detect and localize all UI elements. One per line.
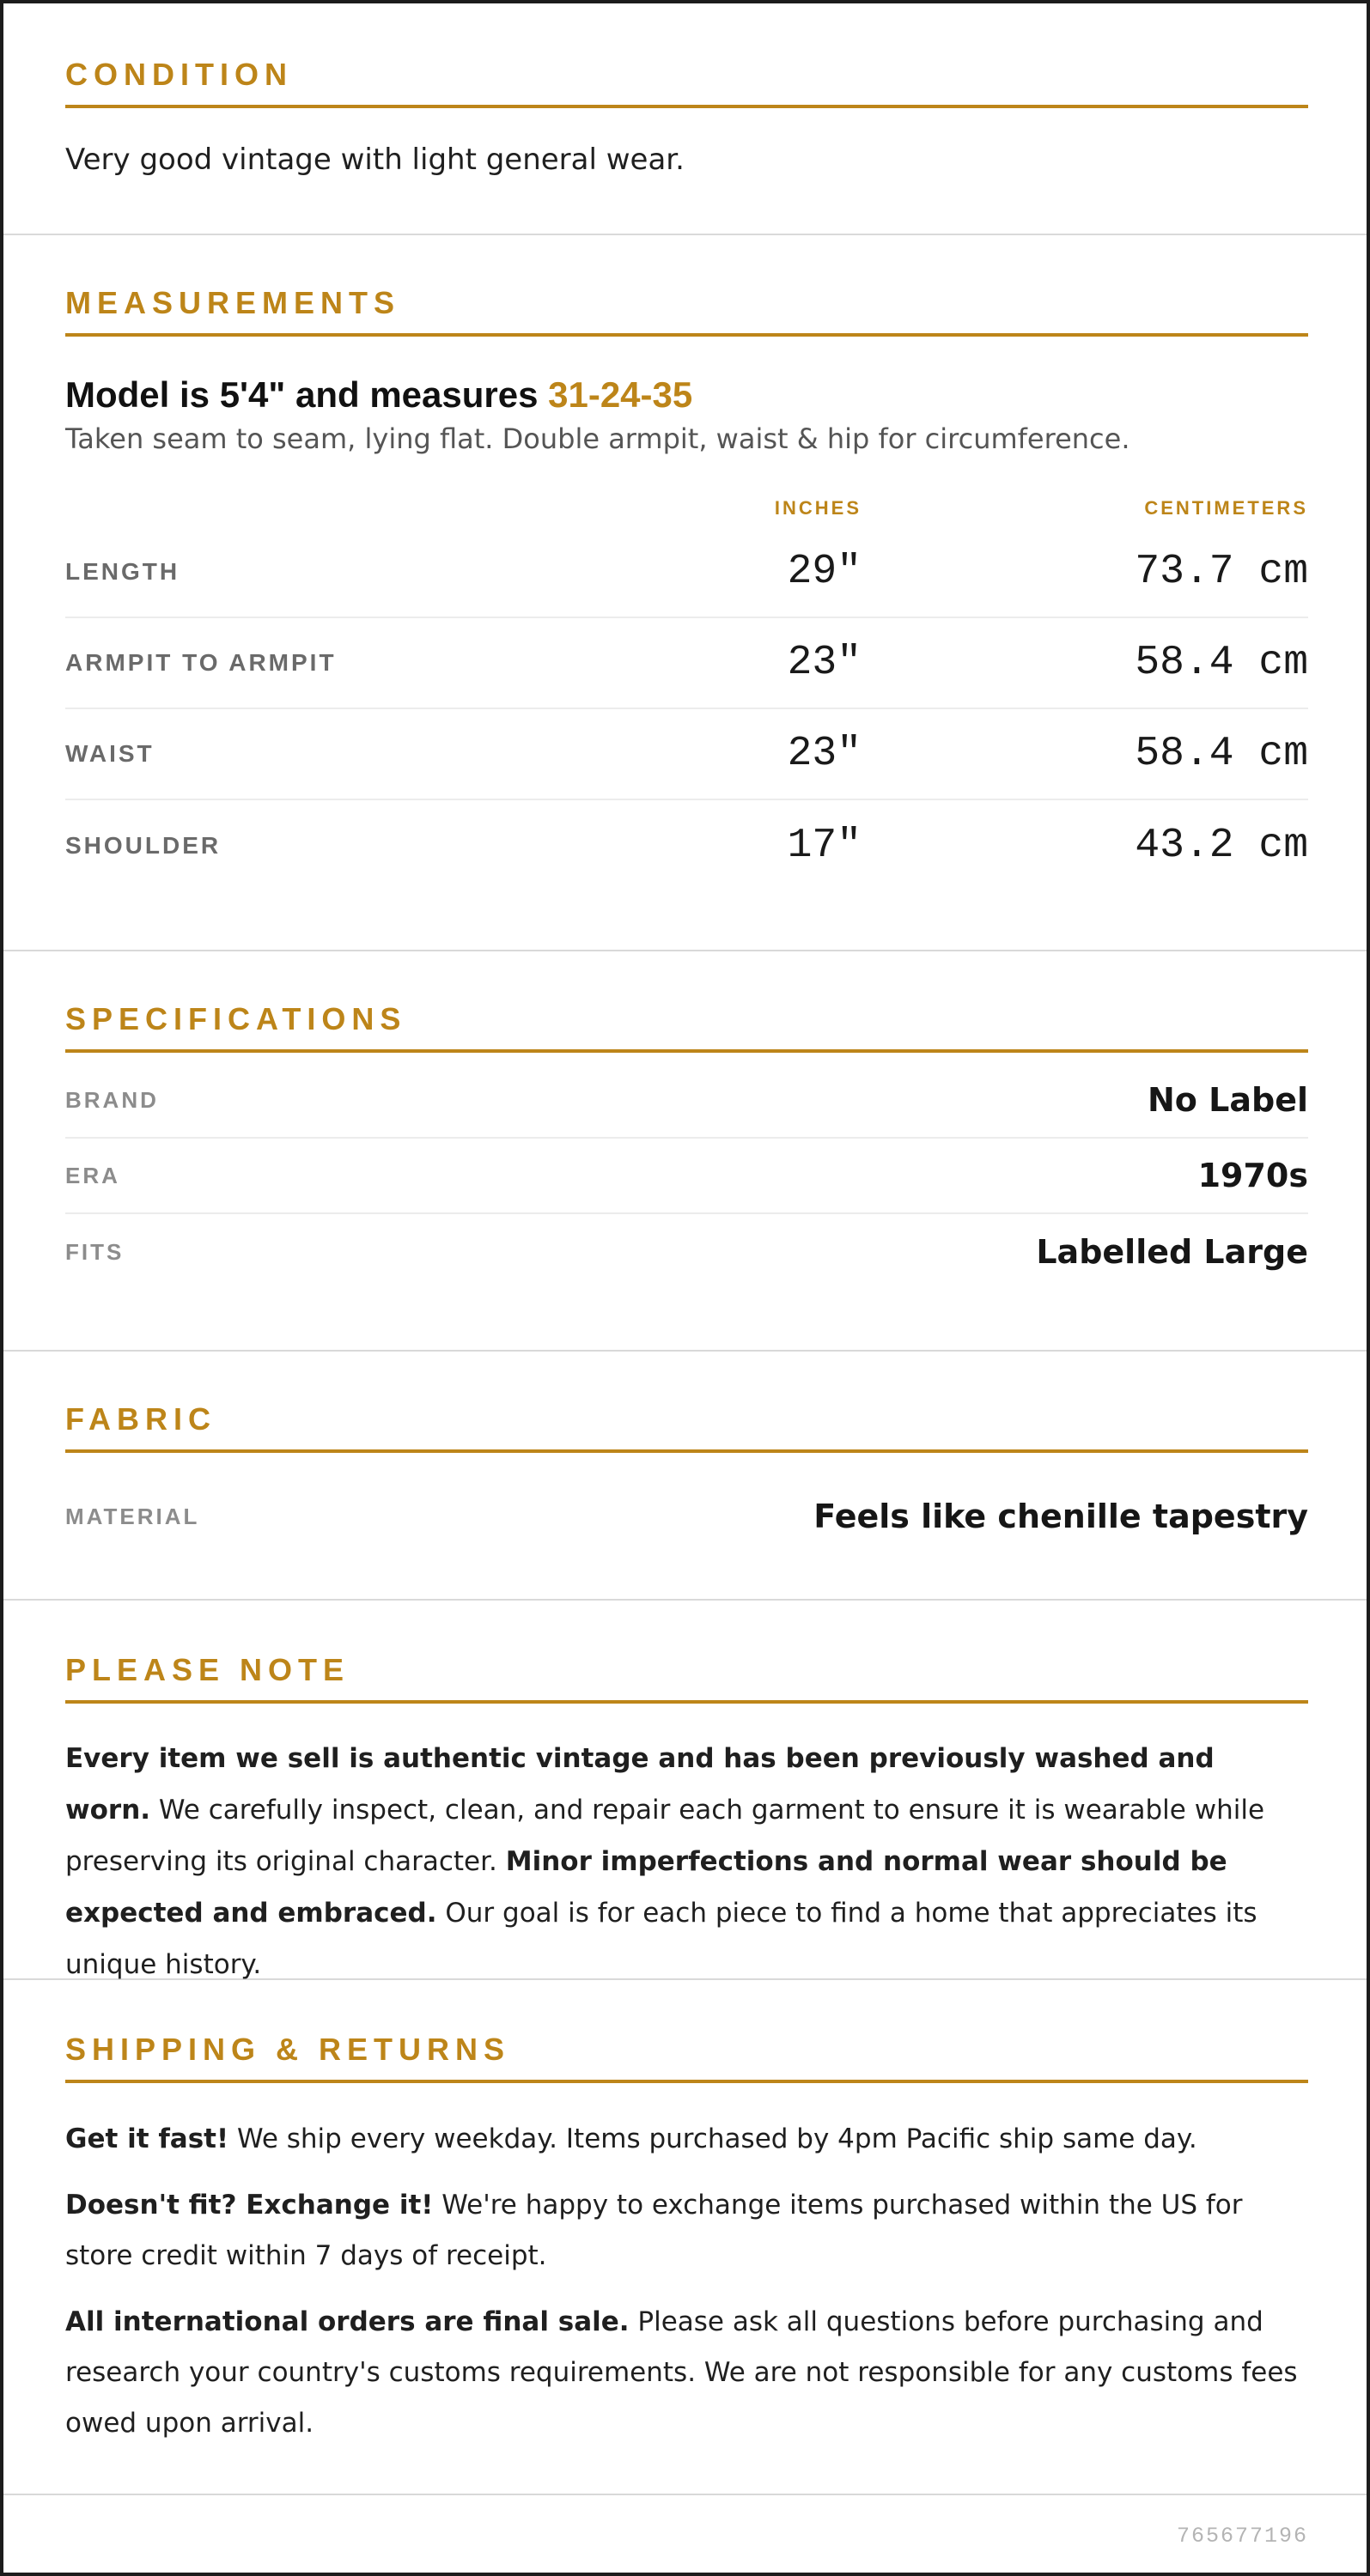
footer — [3, 2495, 1367, 2576]
exchange-paragraph — [65, 2180, 1308, 2281]
measurements-title: MEASUREMENTS — [65, 285, 1308, 337]
shipping-section — [3, 1980, 1367, 2495]
condition-section — [3, 3, 1367, 235]
note-bold-1: Every item we sell is authentic vintage and has been previously washed and worn. — [65, 1743, 1215, 1826]
model-prefix: Model is 5'4" and measures — [65, 374, 549, 415]
spec-row — [65, 1214, 1308, 1290]
measurement-row — [65, 800, 1308, 891]
condition-title: CONDITION — [65, 57, 1308, 108]
measurement-inches: 23" — [787, 731, 862, 777]
shipping-text: We ship every weekday. Items purchased by 4pm Pacific ship same day. — [228, 2123, 1197, 2154]
measurements-table — [65, 489, 1308, 891]
inches-header: INCHES — [774, 497, 862, 519]
note-text-1: We carefully inspect, clean, and repair each garment to ensure it is wearable while preserving its original character. — [65, 1795, 1265, 1877]
shipping-bold: Get it fast! — [65, 2123, 229, 2154]
specifications-title: SPECIFICATIONS — [65, 1001, 1308, 1053]
spec-value: No Label — [1148, 1081, 1308, 1119]
measurement-row — [65, 527, 1308, 618]
measurement-note: Taken seam to seam, lying flat. Double armpit, waist & hip for circumference. — [65, 422, 1130, 455]
measurement-inches: 17" — [787, 823, 862, 869]
spec-row — [65, 1139, 1308, 1214]
specifications-list — [65, 1063, 1308, 1290]
measurement-row — [65, 618, 1308, 709]
fabric-list — [65, 1479, 1308, 1554]
fabric-label: MATERIAL — [65, 1503, 200, 1529]
specifications-section — [3, 951, 1367, 1352]
measurement-cm: 73.7 cm — [1135, 549, 1308, 595]
exchange-text: We're happy to exchange items purchased within the US for store credit within 7 days of receipt. — [65, 2190, 1243, 2271]
measurement-inches: 29" — [787, 549, 862, 595]
spec-row — [65, 1063, 1308, 1139]
shipping-title: SHIPPING & RETURNS — [65, 2032, 1308, 2083]
note-bold-2: Minor imperfections and normal wear should be expected and embraced. — [65, 1846, 1227, 1929]
measurement-row — [65, 709, 1308, 800]
spec-value: 1970s — [1197, 1157, 1308, 1194]
international-paragraph — [65, 2297, 1308, 2449]
measurement-cm: 58.4 cm — [1135, 640, 1308, 686]
please-note-text — [65, 1733, 1308, 1990]
note-text-2: Our goal is for each piece to find a home that appreciates its unique history. — [65, 1898, 1257, 1980]
measurement-cm: 43.2 cm — [1135, 823, 1308, 869]
measurement-label: LENGTH — [65, 558, 180, 585]
please-note-title: PLEASE NOTE — [65, 1652, 1308, 1704]
measurement-cm: 58.4 cm — [1135, 731, 1308, 777]
measurement-inches: 23" — [787, 640, 862, 686]
measurement-label: ARMPIT TO ARMPIT — [65, 649, 337, 676]
fabric-row — [65, 1479, 1308, 1554]
centimeters-header: CENTIMETERS — [1144, 497, 1308, 519]
measurement-label: WAIST — [65, 740, 155, 767]
model-measures — [65, 374, 1308, 416]
exchange-bold: Doesn't fit? Exchange it! — [65, 2190, 434, 2221]
measurements-header — [65, 489, 1308, 527]
measurements-section — [3, 235, 1367, 951]
measurement-label: SHOULDER — [65, 832, 222, 859]
model-measures-value: 31-24-35 — [548, 374, 693, 415]
please-note-section — [3, 1601, 1367, 1980]
fabric-value: Feels like chenille tapestry — [813, 1498, 1308, 1535]
condition-text: Very good vintage with light general wear. — [65, 143, 685, 177]
international-bold: All international orders are final sale. — [65, 2306, 630, 2337]
shipping-paragraph — [65, 2114, 1308, 2165]
spec-label: ERA — [65, 1162, 120, 1188]
spec-label: FITS — [65, 1238, 125, 1265]
sku-number: 765677196 — [1176, 2523, 1308, 2549]
spec-value: Labelled Large — [1036, 1233, 1308, 1271]
spec-label: BRAND — [65, 1086, 159, 1113]
fabric-title: FABRIC — [65, 1401, 1308, 1453]
international-text: Please ask all questions before purchasing and research your country's customs requirements. We are not responsible for any customs fees owed upon arrival. — [65, 2306, 1298, 2439]
fabric-section — [3, 1352, 1367, 1601]
